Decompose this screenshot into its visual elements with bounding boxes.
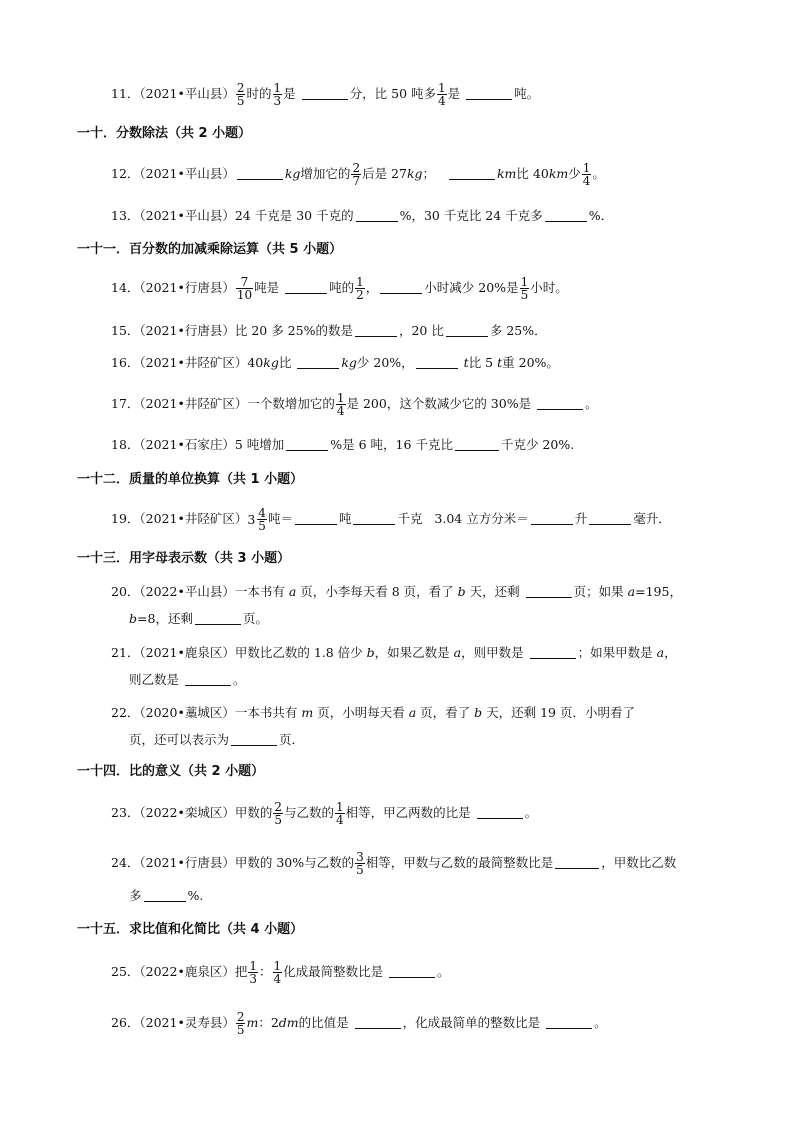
text: ，甲数比乙数 [601, 855, 677, 870]
answer-blank[interactable] [231, 731, 277, 746]
question-24 [111, 851, 676, 876]
fraction: $\frac{1}{4}$ [438, 81, 446, 108]
text: ，化成最简单的整数比是 [402, 1015, 541, 1030]
answer-blank[interactable] [477, 804, 523, 819]
text: 页，小明每天看 [317, 705, 405, 720]
answer-blank[interactable] [285, 279, 327, 294]
text: 。 [437, 964, 450, 979]
text: 与乙数的 [284, 805, 335, 820]
question-22 [111, 703, 635, 723]
answer-blank[interactable] [185, 671, 231, 686]
fraction: $\frac{1}{4}$ [336, 800, 344, 827]
text: 页，小李每天看 8 页，看了 [300, 584, 454, 599]
question-22-cont [129, 730, 304, 750]
text: 。 [524, 805, 538, 820]
text: ；如果甲数是 [577, 645, 653, 660]
fraction: $\frac{2}{5}$ [236, 81, 245, 108]
fraction: $\frac{2}{5}$ [274, 800, 282, 827]
answer-blank[interactable] [297, 354, 339, 369]
text: 页，还可以表示为 [129, 732, 230, 747]
section-title-14: 一十四．比的意义（共 2 小题） [77, 764, 265, 779]
text: 天，还剩 [469, 584, 520, 599]
text: 是 [447, 86, 461, 101]
text: 吨的 [329, 280, 355, 295]
variable: a [288, 584, 297, 599]
section-title-13: 一十三．用字母表示数（共 3 小题） [77, 551, 291, 566]
question-source: （2021•井陉矿区） [139, 396, 248, 411]
question-source: （2022•鹿泉区） [139, 964, 235, 979]
question-17 [111, 392, 598, 417]
unit: t [497, 355, 503, 370]
text: 比 [278, 355, 292, 370]
text: 甲数的 30%与乙数的 [234, 855, 355, 870]
question-source: （2021•井陉矿区） [139, 355, 248, 370]
question-24-cont [129, 886, 203, 906]
unit: km [496, 166, 517, 181]
answer-blank[interactable] [195, 610, 241, 625]
fraction: $\frac{1}{4}$ [336, 391, 345, 418]
question-source: （2020•藁城区） [139, 705, 235, 720]
question-15 [111, 321, 547, 341]
fraction: $\frac{2}{7}$ [352, 161, 361, 188]
text: 小时。 [530, 280, 568, 295]
text: 吨是 [254, 280, 280, 295]
text: ，20 比 [398, 323, 444, 338]
question-16 [111, 353, 559, 373]
text: ， [664, 645, 677, 660]
question-21 [111, 643, 677, 663]
question-number: 15． [111, 323, 140, 338]
answer-blank[interactable] [144, 887, 186, 902]
unit: kg [341, 355, 357, 370]
text: 毫升． [633, 511, 671, 526]
text: 相等，甲乙两数的比是 [345, 805, 471, 820]
question-20 [111, 582, 682, 602]
question-25 [111, 960, 450, 985]
variable: a [408, 705, 417, 720]
question-number: 13． [111, 208, 140, 223]
text: 5 吨增加 [234, 437, 285, 452]
answer-blank[interactable] [466, 85, 512, 100]
text: 则乙数是 [129, 672, 180, 687]
question-source: （2021•平山县） [139, 86, 235, 101]
text: 的比值是 [298, 1015, 349, 1030]
question-12 [111, 162, 605, 187]
text: 页，看了 [420, 705, 471, 720]
text: 页． [279, 732, 305, 747]
text: %. [187, 888, 204, 903]
text: 甲数的 [234, 805, 273, 820]
text: 吨 [338, 511, 352, 526]
text: 。 [594, 1015, 607, 1030]
question-source: （2022•栾城区） [139, 805, 235, 820]
variable: a [627, 584, 636, 599]
question-18 [111, 435, 574, 455]
variable: b [474, 705, 483, 720]
question-source: （2021•行唐县） [139, 323, 235, 338]
text: 页。 [242, 611, 268, 626]
question-number: 26． [111, 1015, 140, 1030]
question-number: 24． [111, 855, 140, 870]
text: 一本书有 [234, 584, 285, 599]
question-number: 12． [111, 166, 140, 181]
question-number: 22． [111, 705, 140, 720]
question-19 [111, 507, 671, 532]
question-21-cont [129, 670, 246, 690]
question-source: （2021•石家庄） [139, 437, 235, 452]
text: 少 20%， [356, 355, 414, 370]
text: 是 [283, 86, 296, 101]
unit: km [548, 166, 569, 181]
fraction: $\frac{7}{10}$ [236, 275, 253, 302]
answer-blank[interactable] [355, 322, 397, 337]
unit: kg [263, 355, 279, 370]
text: 相等，甲数与乙数的最简整数比是 [365, 855, 554, 870]
question-13 [111, 206, 613, 226]
question-number: 20． [111, 584, 140, 599]
fraction: $\frac{1}{4}$ [582, 161, 591, 188]
answer-blank[interactable] [416, 354, 458, 369]
text: 化成最简整数比是 [283, 964, 384, 979]
text: 24 千克是 30 千克的 [234, 208, 354, 223]
answer-blank[interactable] [355, 1014, 401, 1029]
text: =195， [635, 584, 682, 599]
text: 少 [568, 166, 581, 181]
section-title-15: 一十五．求比值和化简比（共 4 小题） [77, 922, 304, 937]
unit: dm [278, 1015, 299, 1030]
text: 分，比 50 吨多 [349, 86, 436, 101]
text: 。 [233, 672, 246, 687]
text: 页；如果 [573, 584, 624, 599]
answer-blank[interactable] [546, 1014, 592, 1029]
question-number: 21． [111, 645, 140, 660]
question-source: （2021•行唐县） [139, 280, 235, 295]
answer-blank[interactable] [302, 85, 348, 100]
text: 天，还剩 19 页．小明看了 [486, 705, 635, 720]
section-title-11: 一十一．百分数的加减乘除运算（共 5 小题） [77, 242, 343, 257]
unit: kg [284, 166, 301, 181]
answer-blank[interactable] [537, 395, 583, 410]
text: 比 5 [468, 355, 494, 370]
question-number: 16． [111, 355, 140, 370]
text: 增加它的 [300, 166, 351, 181]
question-11 [111, 82, 539, 107]
answer-blank[interactable] [353, 510, 395, 525]
text: 吨＝ [267, 511, 293, 526]
section-title-10: 一十．分数除法（共 2 小题） [77, 126, 252, 141]
fraction: $\frac{1}{4}$ [273, 959, 282, 986]
answer-blank[interactable] [545, 207, 587, 222]
text: 多 [129, 888, 142, 903]
answer-blank[interactable] [449, 165, 495, 180]
variable: b [129, 611, 138, 626]
text: %是 6 吨，16 千克比 [330, 437, 453, 452]
text: 小时减少 20%是 [424, 280, 519, 295]
text: 40 [247, 355, 264, 370]
question-number: 14． [111, 280, 140, 295]
answer-blank[interactable] [589, 510, 631, 525]
question-source: （2021•平山县） [139, 166, 235, 181]
question-number: 11． [111, 86, 140, 101]
answer-blank[interactable] [356, 207, 398, 222]
text: ：2 [258, 1015, 279, 1030]
question-number: 23． [111, 805, 140, 820]
text: =8，还剩 [137, 611, 193, 626]
question-source: （2021•灵寿县） [139, 1015, 235, 1030]
question-26 [111, 1011, 607, 1036]
text: %． [588, 208, 614, 223]
text: 一本书共有 [234, 705, 298, 720]
answer-blank[interactable] [530, 644, 576, 659]
section-title-12: 一十二．质量的单位换算（共 1 小题） [77, 472, 304, 487]
answer-blank[interactable] [237, 165, 283, 180]
fraction: $\frac{1}{2}$ [356, 275, 364, 302]
answer-blank[interactable] [526, 583, 572, 598]
question-number: 17． [111, 396, 140, 411]
variable: b [366, 645, 375, 660]
question-number: 18． [111, 437, 140, 452]
text: ： [259, 964, 272, 979]
text: ，则甲数是 [461, 645, 524, 660]
text: 把 [234, 964, 248, 979]
text: 一个数增加它的 [247, 396, 335, 411]
question-source: （2021•平山县） [139, 208, 235, 223]
text: %，30 千克比 24 千克多 [399, 208, 543, 223]
text: 后是 27 [362, 166, 407, 181]
fraction: $\frac{1}{3}$ [249, 959, 257, 986]
text: 。 [585, 396, 598, 411]
variable: m [301, 705, 314, 720]
text: 是 200，这个数减少它的 30%是 [346, 396, 532, 411]
text: 升 [574, 511, 588, 526]
fraction: $\frac{1}{5}$ [520, 275, 529, 302]
question-14 [111, 276, 568, 301]
text: 。 [592, 166, 605, 181]
question-source: （2022•平山县） [139, 584, 235, 599]
answer-blank[interactable] [555, 854, 599, 869]
unit: kg [406, 166, 423, 181]
text: 千克少 20%. [500, 437, 575, 452]
question-23 [111, 801, 537, 826]
answer-blank[interactable] [380, 279, 422, 294]
variable: b [457, 584, 466, 599]
question-number: 19． [111, 511, 140, 526]
answer-blank[interactable] [455, 436, 499, 451]
fraction: $\frac{3}{5}$ [356, 850, 364, 877]
unit: m [246, 1015, 259, 1030]
fraction: $\frac{1}{3}$ [273, 81, 282, 108]
answer-blank[interactable] [295, 510, 337, 525]
question-source: （2021•鹿泉区） [139, 645, 235, 660]
text: 比 20 多 25%的数是 [234, 323, 353, 338]
answer-blank[interactable] [531, 510, 573, 525]
unit: t [463, 355, 469, 370]
text: ， [365, 280, 379, 295]
text: ，如果乙数是 [374, 645, 450, 660]
mixed-number: 3 $\frac{4}{5}$ [247, 506, 266, 533]
text: 千克 [397, 511, 423, 526]
text: 多 25%． [489, 323, 547, 338]
fraction: $\frac{2}{5}$ [236, 1010, 245, 1037]
text: 3.04 立方分米＝ [434, 511, 529, 526]
question-source: （2021•井陉矿区） [139, 511, 248, 526]
question-source: （2021•行唐县） [139, 855, 235, 870]
question-20-cont [129, 609, 268, 629]
question-number: 25． [111, 964, 140, 979]
text: 吨。 [514, 86, 540, 101]
text: 比 40 [516, 166, 549, 181]
variable: a [656, 645, 665, 660]
answer-blank[interactable] [286, 436, 328, 451]
answer-blank[interactable] [446, 322, 488, 337]
text: ； [422, 166, 436, 181]
text: 时的 [246, 86, 272, 101]
variable: a [453, 645, 462, 660]
text: 重 20%。 [502, 355, 559, 370]
text: 甲数比乙数的 1.8 倍少 [234, 645, 363, 660]
answer-blank[interactable] [389, 963, 435, 978]
